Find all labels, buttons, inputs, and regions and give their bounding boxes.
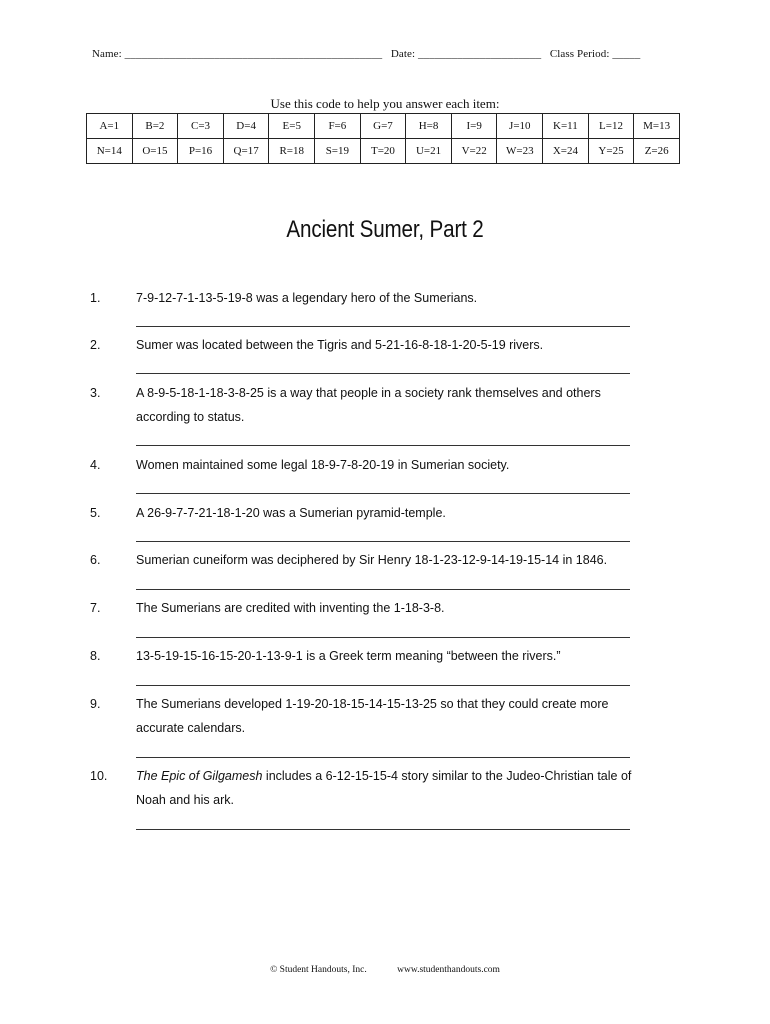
code-cell: B=2: [132, 114, 178, 139]
question-number: 10.: [90, 769, 108, 783]
code-row-2: [87, 139, 680, 164]
answer-line-2[interactable]: [136, 373, 630, 374]
class-period-field[interactable]: Class Period: _____: [549, 48, 641, 60]
book-title: The Epic of Gilgamesh: [136, 769, 263, 783]
answer-line-7[interactable]: [136, 637, 630, 638]
code-cell: V=22: [451, 139, 497, 164]
question-text: A 26-9-7-7-21-18-1-20 was a Sumerian pyramid-temple.: [136, 506, 446, 520]
code-cell: P=16: [178, 139, 224, 164]
question-text: A 8-9-5-18-1-18-3-8-25 is a way that people in a society rank themselves and others: [136, 386, 601, 400]
date-field[interactable]: Date: ______________________: [390, 48, 542, 60]
answer-line-1[interactable]: [136, 326, 630, 327]
question-number: 1.: [90, 291, 101, 305]
code-cell: Z=26: [634, 139, 680, 164]
question-number: 2.: [90, 338, 101, 352]
code-cell: T=20: [360, 139, 406, 164]
answer-line-8[interactable]: [136, 685, 630, 686]
header-fields: [92, 48, 680, 60]
code-cell: J=10: [497, 114, 543, 139]
code-cell: C=3: [178, 114, 224, 139]
question-text-rest: includes a 6-12-15-15-4 story similar to the Judeo-Christian tale of: [262, 769, 632, 783]
code-cell: U=21: [406, 139, 452, 164]
question-number: 8.: [90, 649, 101, 663]
question-text-continued: Noah and his ark.: [136, 793, 234, 807]
code-cell: R=18: [269, 139, 315, 164]
footer: [0, 965, 770, 975]
question-text: Sumerian cuneiform was deciphered by Sir Henry 18-1-23-12-9-14-19-15-14 in 1846.: [136, 553, 608, 567]
code-cell: G=7: [360, 114, 406, 139]
answer-line-9[interactable]: [136, 757, 630, 758]
answer-line-3[interactable]: [136, 445, 630, 446]
code-cell: K=11: [543, 114, 589, 139]
code-cell: W=23: [497, 139, 543, 164]
code-row-1: [87, 114, 680, 139]
page-title: Ancient Sumer, Part 2: [286, 216, 484, 243]
question-number: 4.: [90, 458, 101, 472]
letter-code-table: [86, 113, 680, 164]
question-number: 7.: [90, 601, 101, 615]
website-link[interactable]: www.studenthandouts.com: [397, 965, 500, 975]
question-text-continued: accurate calendars.: [136, 721, 246, 735]
question-text: 13-5-19-15-16-15-20-1-13-9-1 is a Greek term meaning “between the rivers.”: [136, 649, 561, 663]
question-text: 7-9-12-7-1-13-5-19-8 was a legendary hero of the Sumerians.: [136, 291, 478, 305]
code-cell: S=19: [315, 139, 361, 164]
question-number: 5.: [90, 506, 101, 520]
code-cell: D=4: [223, 114, 269, 139]
code-caption: Use this code to help you answer each item:: [270, 96, 500, 111]
answer-line-10[interactable]: [136, 829, 630, 830]
copyright-text: © Student Handouts, Inc.: [270, 965, 367, 975]
code-cell: N=14: [87, 139, 133, 164]
question-number: 9.: [90, 697, 101, 711]
answer-line-5[interactable]: [136, 541, 630, 542]
question-number: 6.: [90, 553, 101, 567]
question-text: Women maintained some legal 18-9-7-8-20-19 in Sumerian society.: [136, 458, 510, 472]
code-cell: F=6: [315, 114, 361, 139]
code-cell: I=9: [451, 114, 497, 139]
question-text: The Sumerians developed 1-19-20-18-15-14-15-13-25 so that they could create more: [136, 697, 609, 711]
code-cell: X=24: [543, 139, 589, 164]
question-number: 3.: [90, 386, 101, 400]
code-cell: E=5: [269, 114, 315, 139]
question-text: Sumer was located between the Tigris and 5-21-16-8-18-1-20-5-19 rivers.: [136, 338, 544, 352]
question-text-continued: according to status.: [136, 410, 245, 424]
code-cell: M=13: [634, 114, 680, 139]
code-cell: O=15: [132, 139, 178, 164]
code-cell: L=12: [588, 114, 634, 139]
name-field[interactable]: Name: ______________________________________________: [92, 48, 383, 60]
code-cell: H=8: [406, 114, 452, 139]
answer-line-6[interactable]: [136, 589, 630, 590]
answer-line-4[interactable]: [136, 493, 630, 494]
code-cell: A=1: [87, 114, 133, 139]
question-text: [136, 764, 656, 788]
question-text: The Sumerians are credited with inventing the 1-18-3-8.: [136, 601, 445, 615]
code-cell: Q=17: [223, 139, 269, 164]
code-cell: Y=25: [588, 139, 634, 164]
